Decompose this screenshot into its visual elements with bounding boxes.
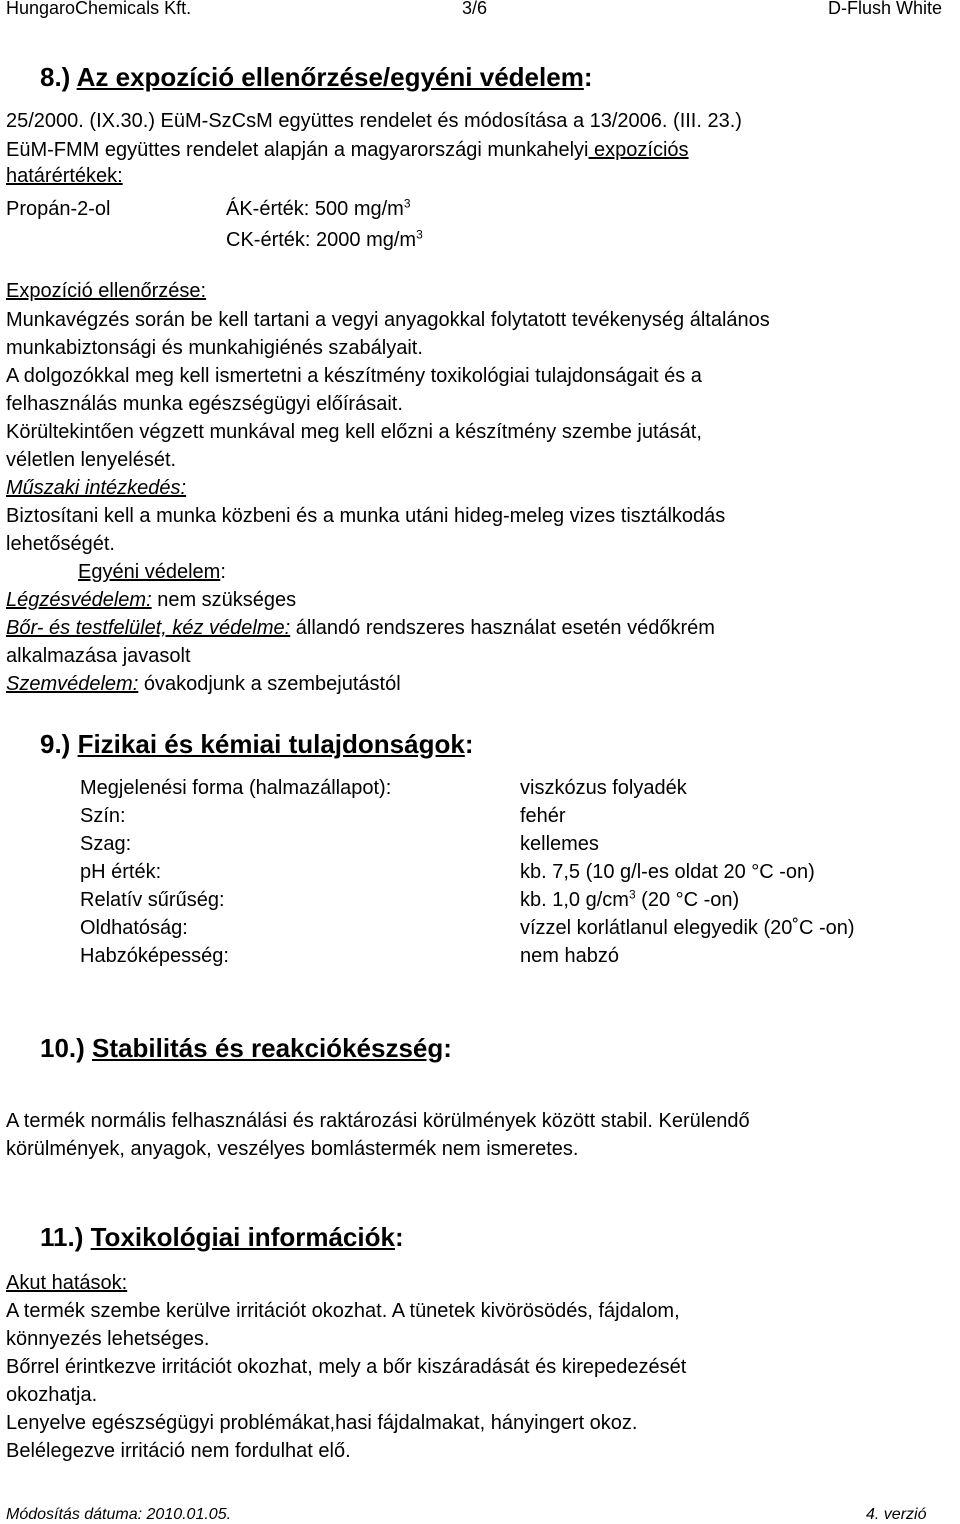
legal-line-2-text: EüM-FMM együttes rendelet alapján a magyarországi munkahelyi — [6, 139, 589, 161]
property-value: vízzel korlátlanul elegyedik (20˚C -on) — [520, 917, 855, 939]
density-unit-sup: 3 — [628, 887, 636, 902]
section-8-colon: : — [583, 62, 593, 92]
property-value: nem habzó — [520, 945, 619, 967]
property-label: Szag: — [80, 833, 132, 855]
technical-line: Biztosítani kell a munka közbeni és a munka utáni hideg-meleg vizes tisztálkodás — [6, 505, 726, 527]
technical-line: lehetőségét. — [6, 533, 115, 555]
section-8-heading — [40, 62, 592, 93]
exposure-line: felhasználás munka egészségügyi előírásait. — [6, 393, 403, 415]
ppe-heading-text: Egyéni védelem — [78, 561, 221, 583]
section-9-heading — [40, 729, 474, 760]
toxicology-line: Lenyelve egészségügyi problémákat,hasi fájdalmakat, hányingert okoz. — [6, 1412, 638, 1434]
respiratory-label: Légzésvédelem: — [6, 589, 152, 611]
respiratory-protection — [6, 586, 296, 614]
section-11-number: 11.) — [40, 1222, 84, 1252]
footer-version: 4. verzió — [866, 1506, 927, 1523]
technical-measures-heading: Műszaki intézkedés: — [6, 477, 187, 499]
toxicology-line: A termék szembe kerülve irritációt okozhat. A tünetek kivörösödés, fájdalom, — [6, 1300, 680, 1322]
property-value: kb. 7,5 (10 g/l-es oldat 20 °C -on) — [520, 861, 815, 883]
section-9-number: 9.) — [40, 729, 71, 759]
skin-protection — [6, 614, 715, 642]
toxicology-line: okozhatja. — [6, 1384, 98, 1406]
toxicology-line: könnyezés lehetséges. — [6, 1328, 210, 1350]
exposure-line: Munkavégzés során be kell tartani a vegyi anyagokkal folytatott tevékenység általános — [6, 309, 770, 331]
exposure-line: A dolgozókkal meg kell ismertetni a készítmény toxikológiai tulajdonságait és a — [6, 365, 702, 387]
header-company: HungaroChemicals Kft. — [6, 0, 192, 18]
density-value-post: (20 °C -on) — [635, 889, 740, 911]
section-9-colon: : — [464, 729, 474, 759]
section-11-title: Toxikológiai információk — [90, 1222, 395, 1252]
property-label: Habzóképesség: — [80, 945, 229, 967]
section-11-colon: : — [394, 1222, 404, 1252]
eye-protection — [6, 670, 401, 698]
stability-line: A termék normális felhasználási és raktározási körülmények között stabil. Kerülendő — [6, 1110, 750, 1132]
section-8-number: 8.) — [40, 62, 71, 92]
section-10-heading — [40, 1033, 452, 1064]
legal-line-3: határértékek: — [6, 165, 123, 187]
property-label: Szín: — [80, 805, 126, 827]
toxicology-line: Bőrrel érintkezve irritációt okozhat, mely a bőr kiszáradását és kirepedezését — [6, 1356, 687, 1378]
exposure-heading: Expozíció ellenőrzése: — [6, 280, 207, 302]
density-value-pre: kb. 1,0 g/cm — [520, 889, 629, 911]
header-page-number: 3/6 — [462, 0, 488, 18]
exposure-line: munkabiztonsági és munkahigiénés szabályait. — [6, 337, 423, 359]
property-value: fehér — [520, 805, 566, 827]
eye-label: Szemvédelem: — [6, 673, 139, 695]
ak-unit-sup: 3 — [403, 196, 411, 211]
skin-protection-cont: alkalmazása javasolt — [6, 645, 191, 667]
ak-value-text: ÁK-érték: 500 mg/m — [226, 198, 404, 220]
toxicology-line: Belélegezve irritáció nem fordulhat elő. — [6, 1440, 351, 1462]
ck-value — [226, 226, 423, 254]
property-value: kellemes — [520, 833, 599, 855]
section-10-colon: : — [443, 1033, 452, 1063]
property-label: Relatív sűrűség: — [80, 889, 225, 911]
ppe-heading — [78, 558, 226, 586]
ck-value-text: CK-érték: 2000 mg/m — [226, 229, 417, 251]
skin-value: állandó rendszeres használat esetén védőkrém — [290, 617, 715, 639]
section-9-title: Fizikai és kémiai tulajdonságok — [77, 729, 465, 759]
header-product: D-Flush White — [827, 0, 942, 18]
property-value: viszkózus folyadék — [520, 777, 687, 799]
ak-value — [226, 195, 411, 223]
acute-effects-heading: Akut hatások: — [6, 1272, 128, 1294]
ck-unit-sup: 3 — [416, 227, 423, 242]
property-value — [520, 889, 739, 912]
eye-value: óvakodjunk a szembejutástól — [138, 673, 401, 695]
section-10-title: Stabilitás és reakciókészség — [92, 1033, 444, 1063]
legal-line-2 — [6, 136, 689, 164]
substance-name: Propán-2-ol — [6, 198, 111, 220]
respiratory-value: nem szükséges — [151, 589, 297, 611]
legal-line-2-underlined: expozíciós — [588, 139, 689, 161]
skin-label: Bőr- és testfelület, kéz védelme: — [6, 617, 291, 639]
property-label: pH érték: — [80, 861, 162, 883]
exposure-line: Körültekintően végzett munkával meg kell előzni a készítmény szembe jutását, — [6, 421, 702, 443]
section-11-heading — [40, 1222, 404, 1253]
stability-line: körülmények, anyagok, veszélyes bomlástermék nem ismeretes. — [6, 1138, 579, 1160]
ppe-heading-colon: : — [220, 561, 226, 583]
property-label: Oldhatóság: — [80, 917, 188, 939]
exposure-line: véletlen lenyelését. — [6, 449, 177, 471]
property-label: Megjelenési forma (halmazállapot): — [80, 777, 392, 799]
section-8-title: Az expozíció ellenőrzése/egyéni védelem — [76, 62, 584, 92]
footer-modified-date: Módosítás dátuma: 2010.01.05. — [6, 1506, 232, 1523]
section-10-number: 10.) — [40, 1033, 85, 1063]
legal-line-1: 25/2000. (IX.30.) EüM-SzCsM együttes rendelet és módosítása a 13/2006. (III. 23.) — [6, 110, 742, 132]
